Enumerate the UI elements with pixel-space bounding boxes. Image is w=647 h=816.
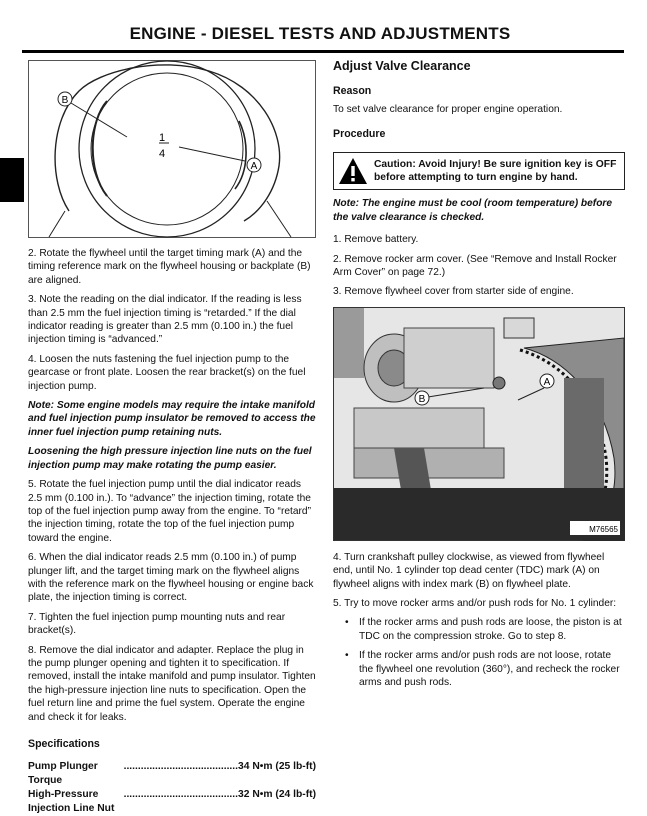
note-loosen: Loosening the high pressure injection line nuts on the fuel injection pump may make rotating the pump easier. xyxy=(28,446,312,471)
step-4: 4. Turn crankshaft pulley clockwise, as viewed from flywheel end, until No. 1 cylinder top dead center (TDC) mark (A) on flywheel aligns with index mark (B) on flywheel plate. xyxy=(333,551,605,590)
bullet-text: If the rocker arms and/or push rods are not loose, rotate the flywheel one revolution (360°), and recheck the rocker arms and push rods. xyxy=(359,650,620,689)
caution-text: Caution: Avoid Injury! Be sure ignition key is OFF before attempting to turn engine by hand. xyxy=(374,159,617,184)
bullet-icon: • xyxy=(345,650,349,662)
spec-label: Pump Plunger Torque xyxy=(28,761,98,786)
specifications-heading: Specifications xyxy=(28,738,100,750)
step-5: 5. Rotate the fuel injection pump until the dial indicator reads 2.5 mm (0.100 in.). To “advance” the injection timing, rotate the top of the fuel injection pump away from the engine. To “retard” the injection timing, rotate the top of the fuel injection pump toward the engine. xyxy=(28,479,311,544)
photo-callout-a: A xyxy=(543,376,551,388)
note-intake: Note: Some engine models may require the intake manifold and fuel injection pump insulator be removed to access the inner fuel injection pump retaining nuts. xyxy=(28,400,316,438)
section-tab xyxy=(0,158,24,202)
flywheel-photo xyxy=(333,307,625,541)
step-8: 8. Remove the dial indicator and adapter. Replace the plug in the pump plunger opening and tighten it to specification. If removed, install the intake manifold and pump insulator. Tighten the high-pressure injection line nuts to specification. Open the fuel return line and prime the fuel system. Operate the engine and check it for leaks. xyxy=(28,644,316,723)
step-1: 1. Remove battery. xyxy=(333,234,419,246)
spec-row xyxy=(28,760,316,788)
spec-value: 32 N•m (24 lb-ft) xyxy=(238,789,316,800)
svg-text:1: 1 xyxy=(159,132,166,144)
warning-icon xyxy=(338,156,368,186)
list-item xyxy=(345,616,625,643)
step-2: 2. Rotate the flywheel until the target timing mark (A) and the timing reference mark on the flywheel housing or backplate (B) are aligned. xyxy=(28,248,311,286)
left-column xyxy=(28,60,316,816)
flywheel-diagram xyxy=(29,61,315,237)
figure-code: M76565 xyxy=(589,524,618,534)
step-4: 4. Loosen the nuts fastening the fuel injection pump to the gearcase or front plate. Loosen the rear bracket(s) on the fuel injection pump. xyxy=(28,353,306,392)
spec-row xyxy=(28,788,316,816)
list-item xyxy=(345,649,625,689)
step-3: 3. Remove flywheel cover from starter side of engine. xyxy=(333,286,574,298)
timing-mark-figure xyxy=(28,60,316,238)
callout-b: B xyxy=(61,95,69,106)
bullet-icon: • xyxy=(345,617,349,629)
header-rule xyxy=(22,50,624,53)
spec-value: 34 N•m (25 lb-ft) xyxy=(238,761,316,772)
flywheel-illustration xyxy=(334,308,624,540)
procedure-heading: Procedure xyxy=(333,128,386,141)
step-5: 5. Try to move rocker arms and/or push rods for No. 1 cylinder: xyxy=(333,598,617,610)
spec-label: High-Pressure Injection Line Nut xyxy=(28,789,115,814)
spec-leader: ........................................ xyxy=(123,789,239,800)
right-column xyxy=(333,60,625,696)
step-3: 3. Note the reading on the dial indicator. If the reading is less than 2.5 mm the fuel injection timing is “retarded.” If the dial indicator reading is greater than 2.5 mm (0.100 in.) the fuel injection timing is “advanced.” xyxy=(28,294,302,346)
svg-text:4: 4 xyxy=(159,148,166,160)
step-6: 6. When the dial indicator reads 2.5 mm (0.100 in.) of pump plunger lift, and the target timing mark on the flywheel aligns with the reference mark on the flywheel housing or engine back plate, the injection timing is correct. xyxy=(28,552,314,604)
step-2: 2. Remove rocker arm cover. (See “Remove and Install Rocker Arm Cover” on page 72.) xyxy=(333,253,617,279)
reason-heading: Reason xyxy=(333,85,372,97)
cool-engine-note: Note: The engine must be cool (room temperature) before the valve clearance is checked. xyxy=(333,198,613,223)
callout-a: A xyxy=(250,161,258,172)
spec-leader: ........................................ xyxy=(123,761,239,772)
reason-text: To set valve clearance for proper engine operation. xyxy=(333,104,563,115)
bullet-text: If the rocker arms and push rods are loose, the piston is at TDC on the compression stroke. Go to step 8. xyxy=(359,617,622,642)
section-title: Adjust Valve Clearance xyxy=(333,59,471,73)
step-7: 7. Tighten the fuel injection pump mounting nuts and rear bracket(s). xyxy=(28,611,286,637)
caution-box xyxy=(333,152,625,190)
photo-callout-b: B xyxy=(418,393,426,405)
page-header: ENGINE - DIESEL TESTS AND ADJUSTMENTS xyxy=(129,24,511,43)
